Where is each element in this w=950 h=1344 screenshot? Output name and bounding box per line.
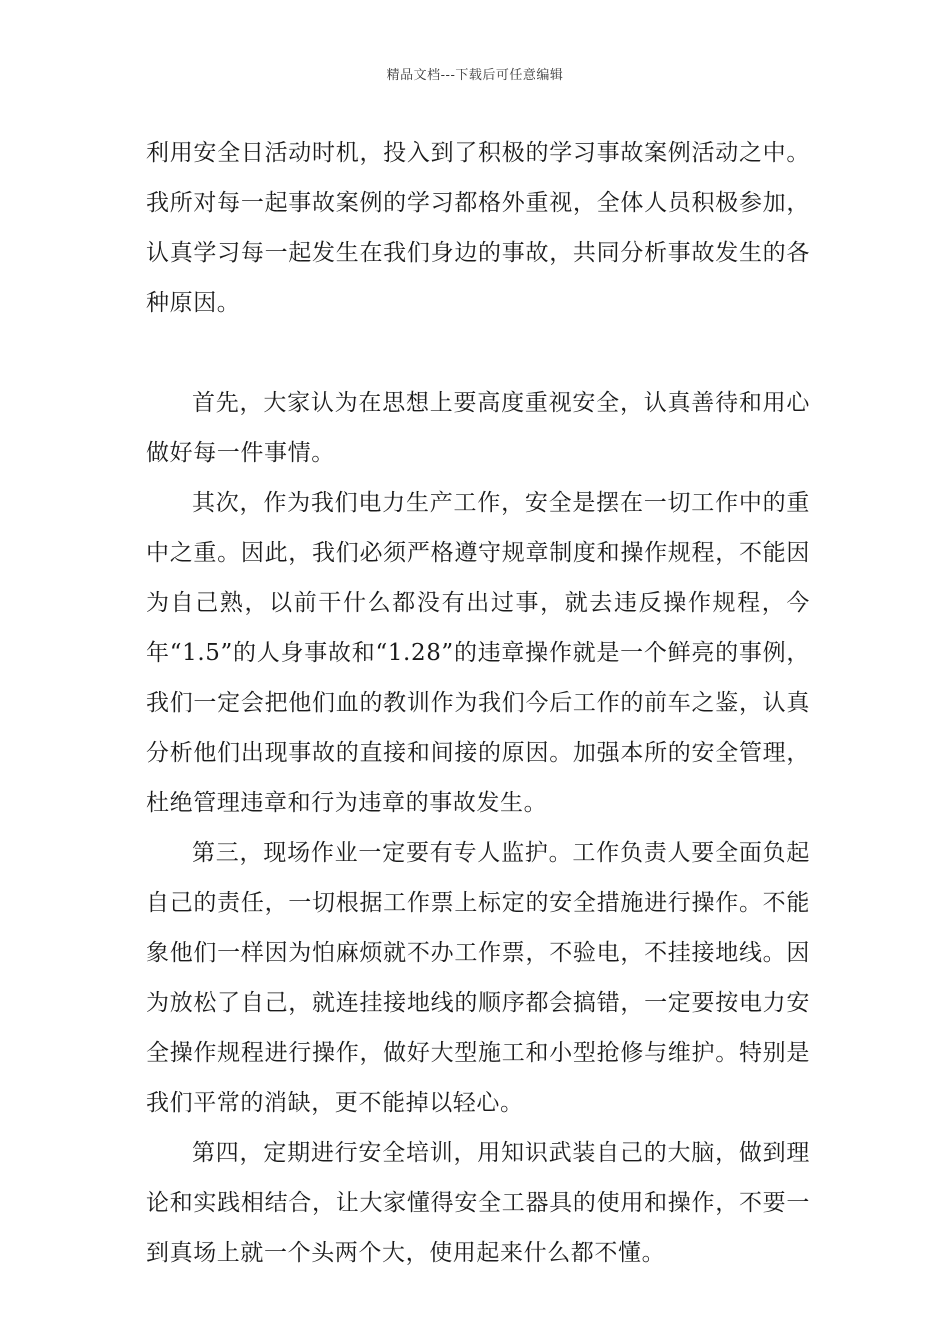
paragraph-third-point: 第三，现场作业一定要有专人监护。工作负责人要全面负起自己的责任，一切根据工作票上标定的安全措施进行操作。不能象他们一样因为怕麻烦就不办工作票，不验电，不挂接地线。因为放松了自己，就连挂接地线的顺序都会搞错，一定要按电力安全操作规程进行操作，做好大型施工和小型抢修与维护。特别是我们平常的消缺，更不能掉以轻心。: [146, 840, 810, 1116]
paragraph-spacer: [146, 328, 810, 378]
paragraph-second-point: 其次，作为我们电力生产工作，安全是摆在一切工作中的重中之重。因此，我们必须严格遵守规章制度和操作规程，不能因为自己熟，以前干什么都没有出过事，就去违反操作规程，今年“1.5”的人身事故和“1.28”的违章操作就是一个鲜亮的事例，我们一定会把他们血的教训作为我们今后工作的前车之鉴，认真分析他们出现事故的直接和间接的原因。加强本所的安全管理，杜绝管理违章和行为违章的事故发生。: [146, 490, 810, 816]
paragraph-fourth-point: 第四，定期进行安全培训，用知识武装自己的大脑，做到理论和实践相结合，让大家懂得安全工器具的使用和操作，不要一到真场上就一个头两个大，使用起来什么都不懂。: [146, 1140, 810, 1266]
paragraph-first-point: 首先，大家认为在思想上要高度重视安全，认真善待和用心做好每一件事情。: [146, 390, 810, 466]
document-body: [146, 128, 810, 1278]
page-header: 精品文档---下载后可任意编辑: [386, 68, 564, 83]
paragraph-continuation: 利用安全日活动时机，投入到了积极的学习事故案例活动之中。我所对每一起事故案例的学习都格外重视，全体人员积极参加，认真学习每一起发生在我们身边的事故，共同分析事故发生的各种原因。: [146, 140, 810, 316]
